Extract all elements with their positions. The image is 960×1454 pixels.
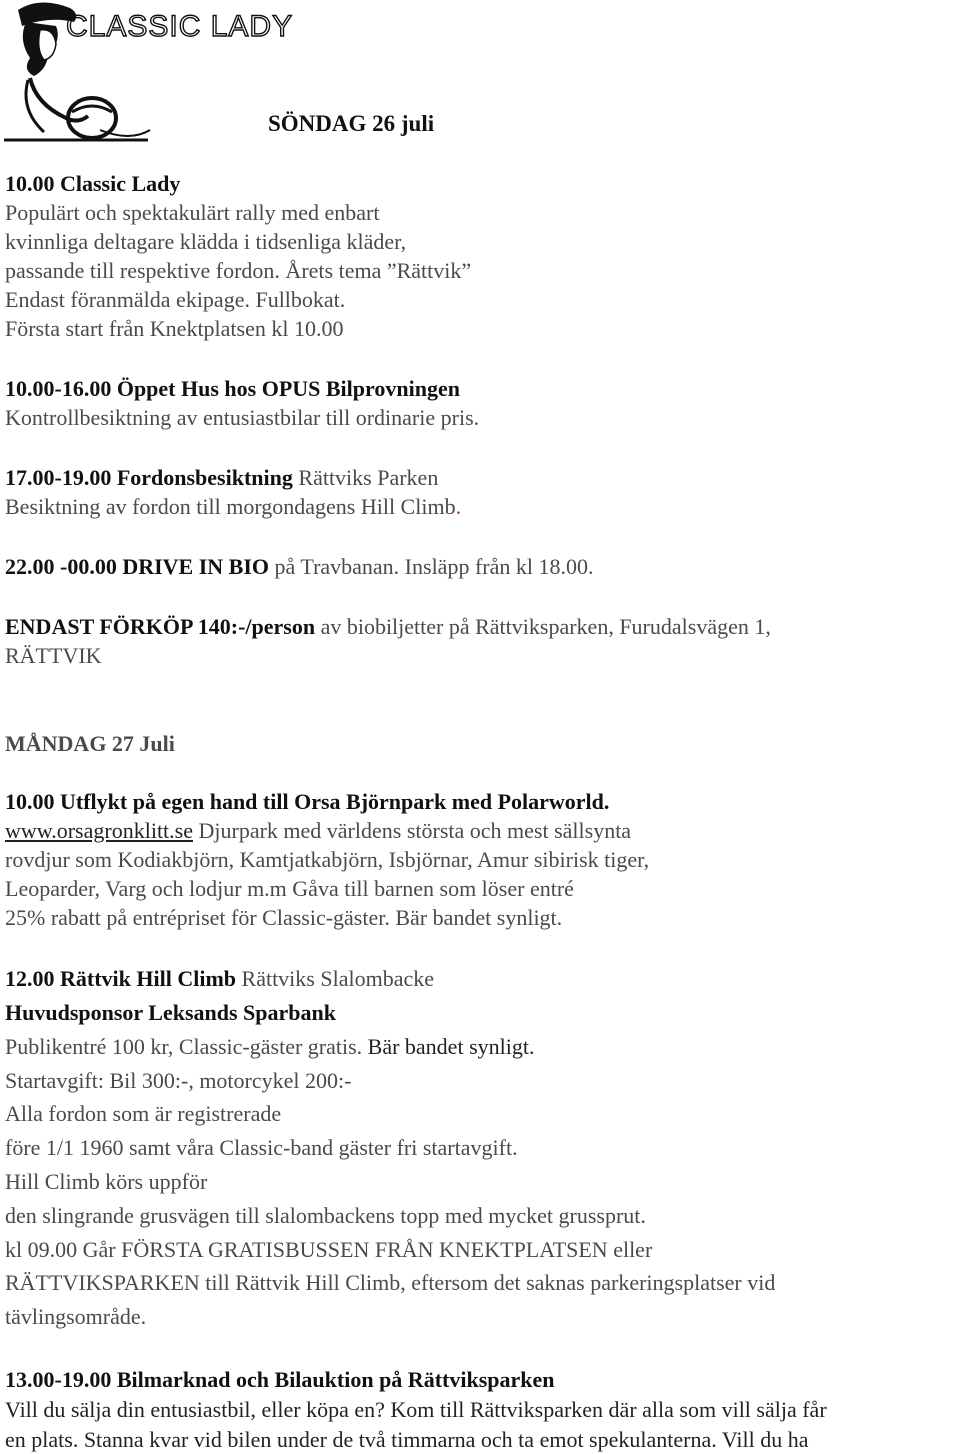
event-text: Startavgift: Bil 300:-, motorcykel 200:- [5,1068,352,1093]
event-text: passande till respektive fordon. Årets tema ”Rättvik” [5,258,472,283]
event-text: RÄTTVIK [5,643,102,668]
event-text: rovdjur som Kodiakbjörn, Kamtjatkabjörn, Isbjörnar, Amur sibirisk tiger, [5,847,650,872]
event-text: 25% rabatt på entrépriset för Classic-gäster. Bär bandet synligt. [5,905,563,930]
event-row [5,614,771,640]
event-text: på Travbanan. Insläpp från kl 18.00. [269,554,594,579]
event-text: före 1/1 1960 samt våra Classic-band gäster fri startavgift. [5,1135,518,1160]
event-row [5,818,631,844]
event-text: Alla fordon som är registrerade [5,1101,282,1126]
orsa-link[interactable]: www.orsagronklitt.se [5,818,193,843]
event-title: ENDAST FÖRKÖP 140:-/person [5,614,316,639]
event-row [5,966,434,992]
event-row [5,465,438,491]
event-title: 17.00-19.00 Fordonsbesiktning [5,465,293,490]
svg-text:CLASSIC LADY: CLASSIC LADY [66,10,294,43]
event-text: Besiktning av fordon till morgondagens Hill Climb [5,494,456,519]
event-text: Populärt och spektakulärt rally med enbart [5,200,380,225]
event-text: Endast föranmälda ekipage. Fullbokat. [5,287,346,312]
event-text: en plats. Stanna kvar vid bilen under de två timmarna och ta emot spekulanterna. Vill du ha [5,1427,809,1452]
red-period: . [455,494,462,519]
event-text: Hill Climb körs uppför [5,1169,208,1194]
event-row [5,1034,534,1060]
event-place: Rättviks Parken [292,465,439,490]
event-text: tävlingsområde. [5,1304,147,1329]
event-title: 22.00 -00.00 DRIVE IN BIO [5,554,270,579]
event-text: Publikentré 100 kr, Classic-gäster gratis. [5,1034,363,1059]
event-title: 10.00 Utflykt på egen hand till Orsa Björnpark med Polarworld. [5,789,610,814]
classic-lady-logo [0,0,294,152]
event-text: kl 09.00 Går FÖRSTA GRATISBUSSEN FRÅN KNEKTPLATSEN eller [5,1237,653,1262]
event-text: RÄTTVIKSPARKEN till Rättvik Hill Climb, eftersom det saknas parkeringsplatser vid [5,1270,776,1295]
event-text: Djurpark med världens största och mest sällsynta [193,818,632,843]
monday-heading: MÅNDAG 27 Juli [5,731,175,756]
sunday-heading: SÖNDAG 26 juli [268,111,435,136]
event-title: 13.00-19.00 Bilmarknad och Bilauktion på Rättviksparken [5,1367,555,1392]
event-text: Kontrollbesiktning av entusiastbilar till ordinarie pris. [5,405,480,430]
event-text: Leoparder, Varg och lodjur m.m Gåva till barnen som löser entré [5,876,574,901]
event-text: Bär bandet synligt. [362,1034,535,1059]
event-title: 10.00-16.00 Öppet Hus hos OPUS Bilprovningen [5,376,460,401]
sponsor-text: Huvudsponsor Leksands Sparbank [5,1000,336,1025]
event-text: Första start från Knektplatsen kl 10.00 [5,316,344,341]
event-row [5,554,593,580]
lady-illustration-icon [0,0,294,152]
event-title: 10.00 Classic Lady [5,171,181,196]
event-row [5,494,461,520]
event-text: Vill du sälja din entusiastbil, eller köpa en? Kom till Rättviksparken där alla som vill sälja får [5,1397,827,1422]
event-title: 12.00 Rättvik Hill Climb [5,966,237,991]
event-text: av biobiljetter på Rättviksparken, Furudalsvägen 1, [315,614,771,639]
event-text: kvinnliga deltagare klädda i tidsenliga kläder, [5,229,407,254]
event-place: Rättviks Slalombacke [236,966,434,991]
event-text: den slingrande grusvägen till slalombackens topp med mycket grussprut. [5,1203,646,1228]
